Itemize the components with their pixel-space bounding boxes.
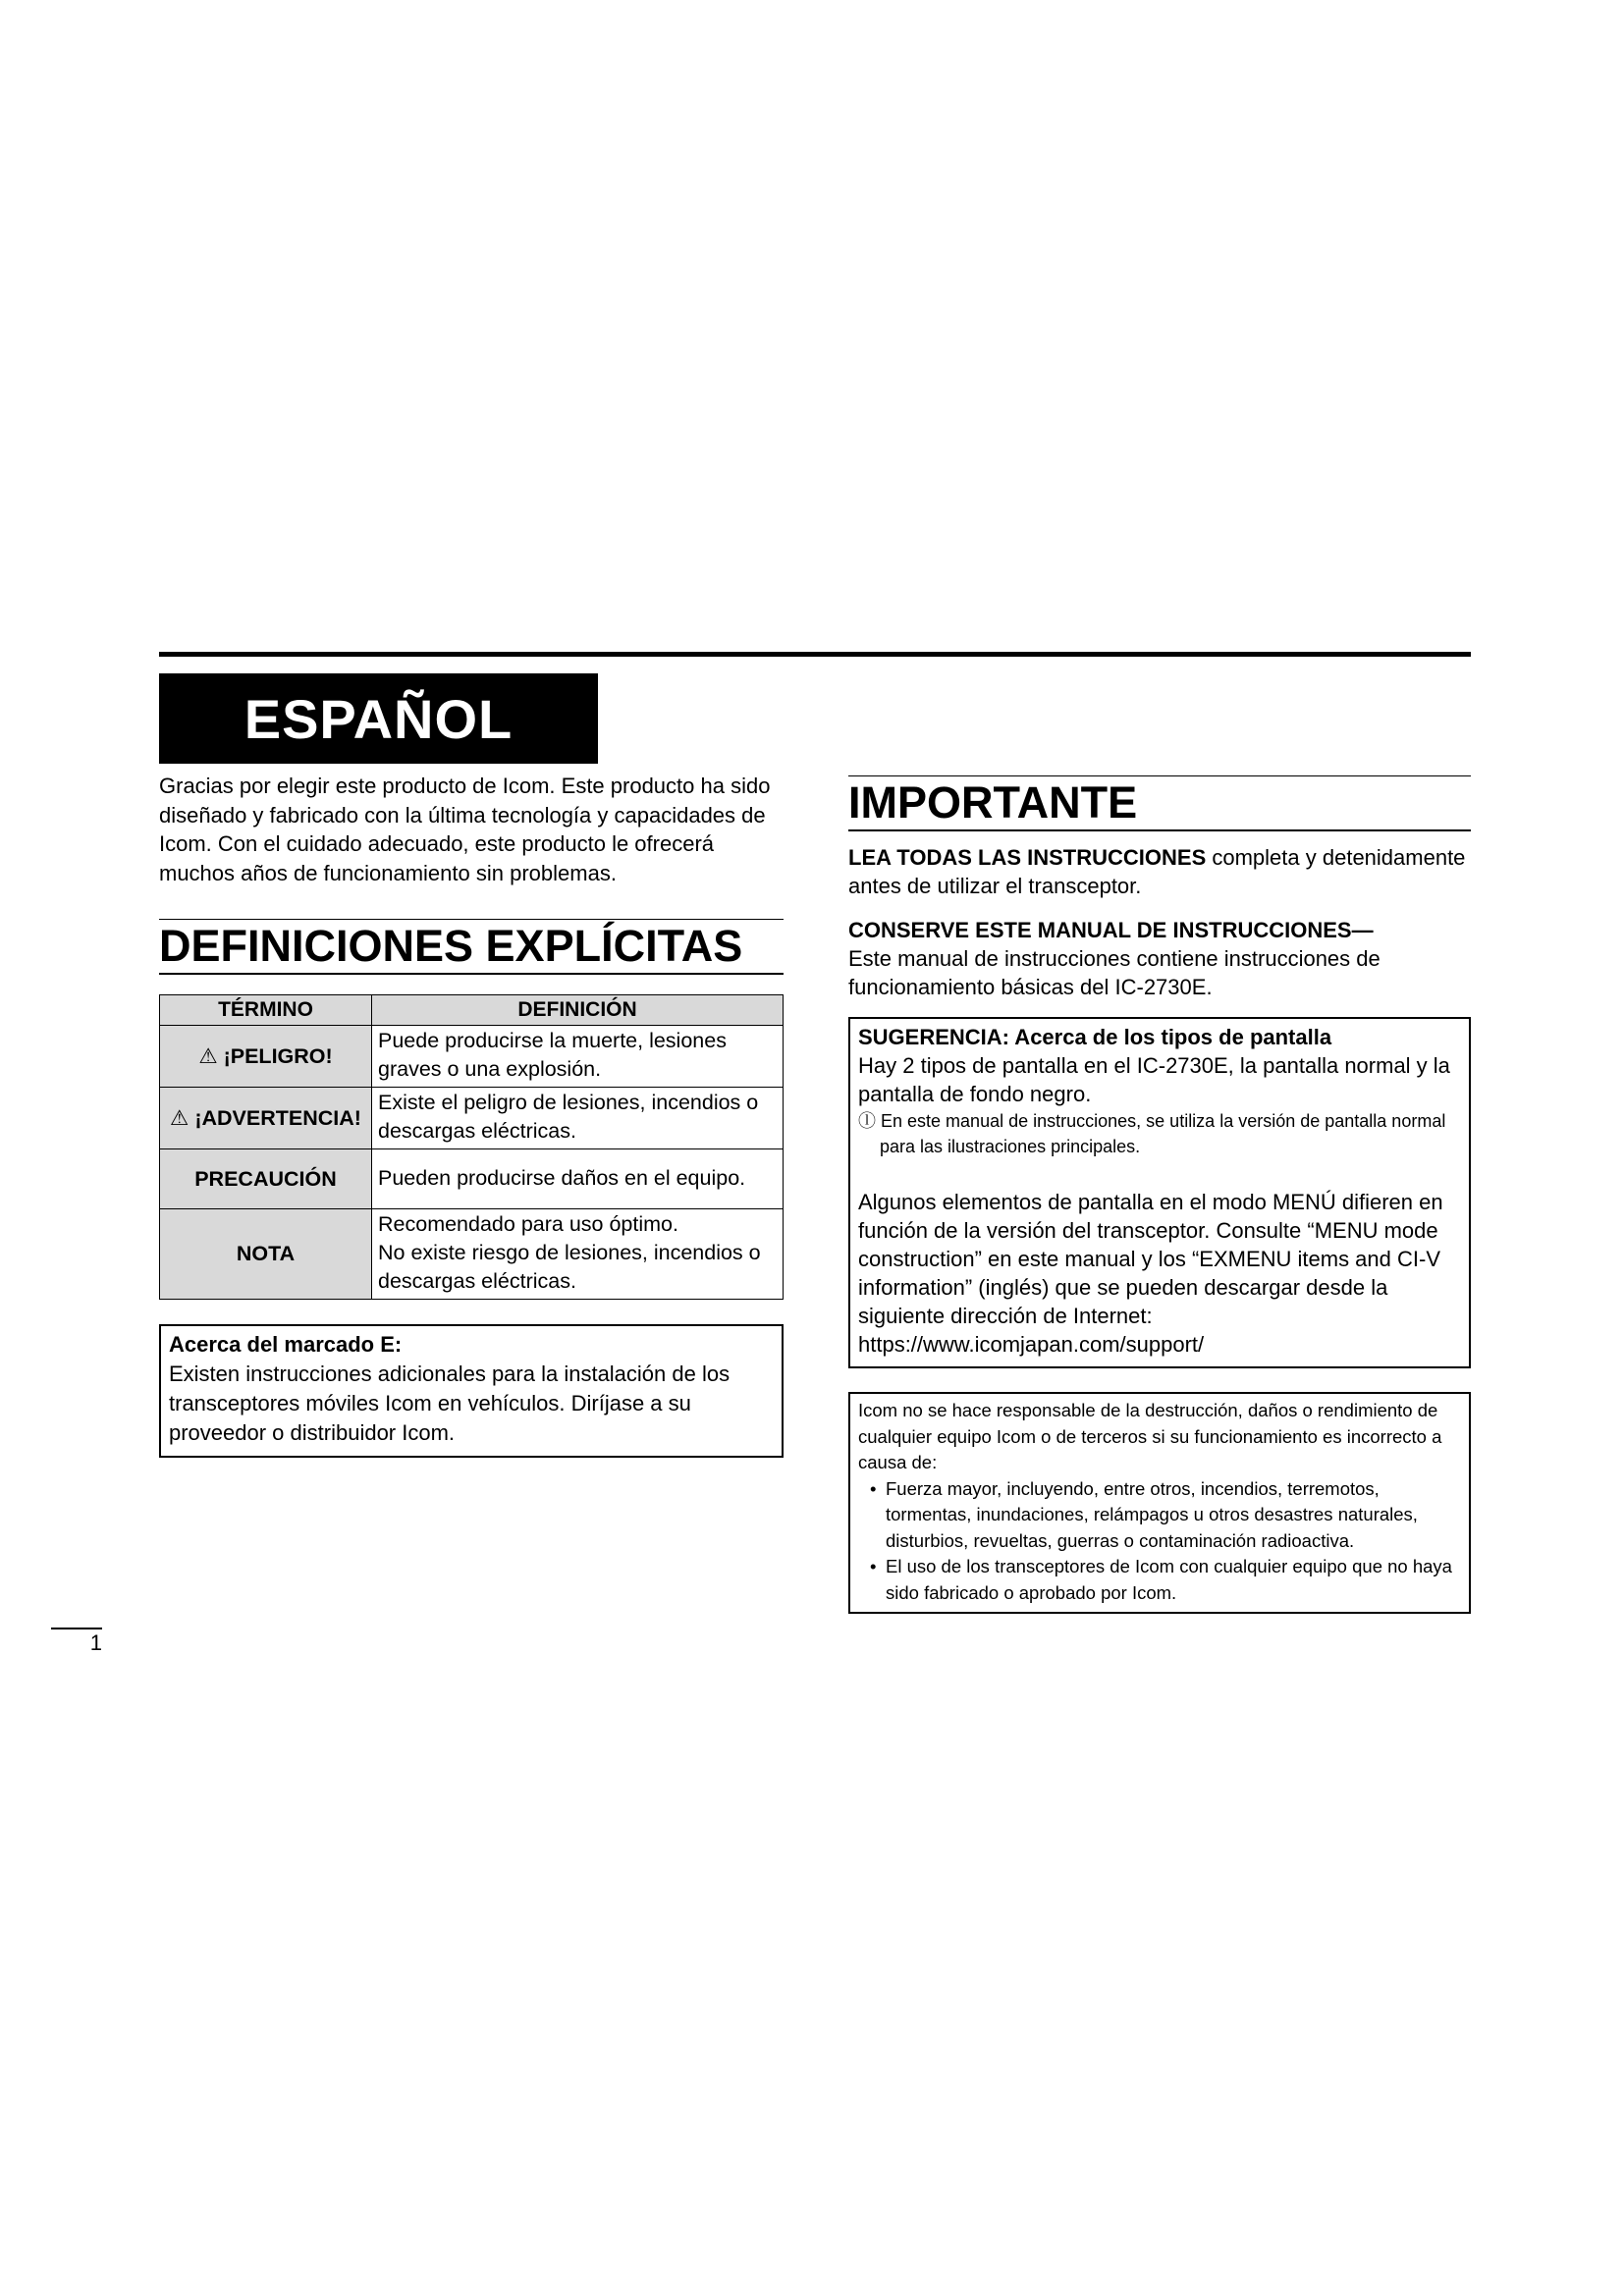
importante-title: IMPORTANTE bbox=[848, 775, 1471, 831]
header-definition: DEFINICIÓN bbox=[372, 995, 784, 1026]
right-column bbox=[848, 775, 1471, 1614]
top-rule bbox=[159, 652, 1471, 657]
disclaimer-bullet: • Fuerza mayor, incluyendo, entre otros, incendios, terremotos, tormentas, inundaciones, relámpagos u otros desastres naturales, disturbios, revueltas, guerras o contaminación radioactiva. bbox=[858, 1476, 1461, 1555]
language-banner: ESPAÑOL bbox=[159, 673, 598, 764]
disclaimer-box bbox=[848, 1392, 1471, 1614]
table-row bbox=[160, 1088, 784, 1149]
table-row bbox=[160, 1209, 784, 1300]
left-column bbox=[159, 772, 784, 1458]
definition-peligro: Puede producirse la muerte, lesiones graves o una explosión. bbox=[372, 1026, 784, 1088]
marking-info-box bbox=[159, 1324, 784, 1458]
keep-manual-paragraph: CONSERVE ESTE MANUAL DE INSTRUCCIONES— Este manual de instrucciones contiene instrucciones de funcionamiento básicas del IC-2730E. bbox=[848, 918, 1380, 999]
table-header-row bbox=[160, 995, 784, 1026]
support-url: https://www.icomjapan.com/support/ bbox=[858, 1332, 1205, 1357]
definitions-table bbox=[159, 994, 784, 1300]
disclaimer-bullet: • El uso de los transceptores de Icom con cualquier equipo que no haya sido fabricado o aprobado por Icom. bbox=[858, 1554, 1461, 1606]
table-row bbox=[160, 1149, 784, 1209]
header-term: TÉRMINO bbox=[160, 995, 372, 1026]
term-precaucion: PRECAUCIÓN bbox=[160, 1149, 372, 1209]
term-nota: NOTA bbox=[160, 1209, 372, 1300]
marking-box-title: Acerca del marcado E: bbox=[169, 1332, 403, 1357]
info-icon: ⓛ bbox=[858, 1111, 876, 1131]
read-instructions-paragraph: LEA TODAS LAS INSTRUCCIONES completa y detenidamente antes de utilizar el transceptor. bbox=[848, 845, 1466, 898]
page-number: 1 bbox=[51, 1628, 102, 1656]
definiciones-title: DEFINICIONES EXPLÍCITAS bbox=[159, 919, 784, 975]
definition-precaucion: Pueden producirse daños en el equipo. bbox=[372, 1149, 784, 1209]
warning-triangle-icon: ⚠ bbox=[198, 1043, 218, 1068]
table-row bbox=[160, 1026, 784, 1088]
term-advertencia: ⚠ ¡ADVERTENCIA! bbox=[160, 1088, 372, 1149]
definition-nota: Recomendado para uso óptimo. No existe riesgo de lesiones, incendios o descargas eléctricas. bbox=[372, 1209, 784, 1300]
tip-box-note: ⓛ En este manual de instrucciones, se utiliza la versión de pantalla normal para las ilustraciones principales. bbox=[858, 1111, 1446, 1156]
warning-triangle-icon: ⚠ bbox=[170, 1105, 189, 1130]
display-tip-box bbox=[848, 1017, 1471, 1368]
disclaimer-text: Icom no se hace responsable de la destrucción, daños o rendimiento de cualquier equipo Icom o de terceros si su funcionamiento es incorrecto a causa de: bbox=[858, 1400, 1442, 1472]
tip-box-text: Hay 2 tipos de pantalla en el IC-2730E, la pantalla normal y la pantalla de fondo negro. bbox=[858, 1053, 1450, 1106]
tip-box-text-2: Algunos elementos de pantalla en el modo MENÚ difieren en función de la versión del transceptor. Consulte “MENU mode construction” en este manual y los “EXMENU items and CI-V information” (inglés) que se pueden descargar desde la siguiente dirección de Internet: bbox=[858, 1190, 1443, 1328]
marking-box-text: Existen instrucciones adicionales para la instalación de los transceptores móviles Icom en vehículos. Diríjase a su proveedor o distribuidor Icom. bbox=[169, 1362, 731, 1445]
term-peligro: ⚠ ¡PELIGRO! bbox=[160, 1026, 372, 1088]
tip-box-title: SUGERENCIA: Acerca de los tipos de pantalla bbox=[858, 1025, 1332, 1049]
intro-paragraph: Gracias por elegir este producto de Icom. Este producto ha sido diseñado y fabricado con la última tecnología y capacidades de Icom. Con el cuidado adecuado, este producto le ofrecerá muchos años de funcionamiento sin problemas. bbox=[159, 774, 771, 885]
definition-advertencia: Existe el peligro de lesiones, incendios o descargas eléctricas. bbox=[372, 1088, 784, 1149]
